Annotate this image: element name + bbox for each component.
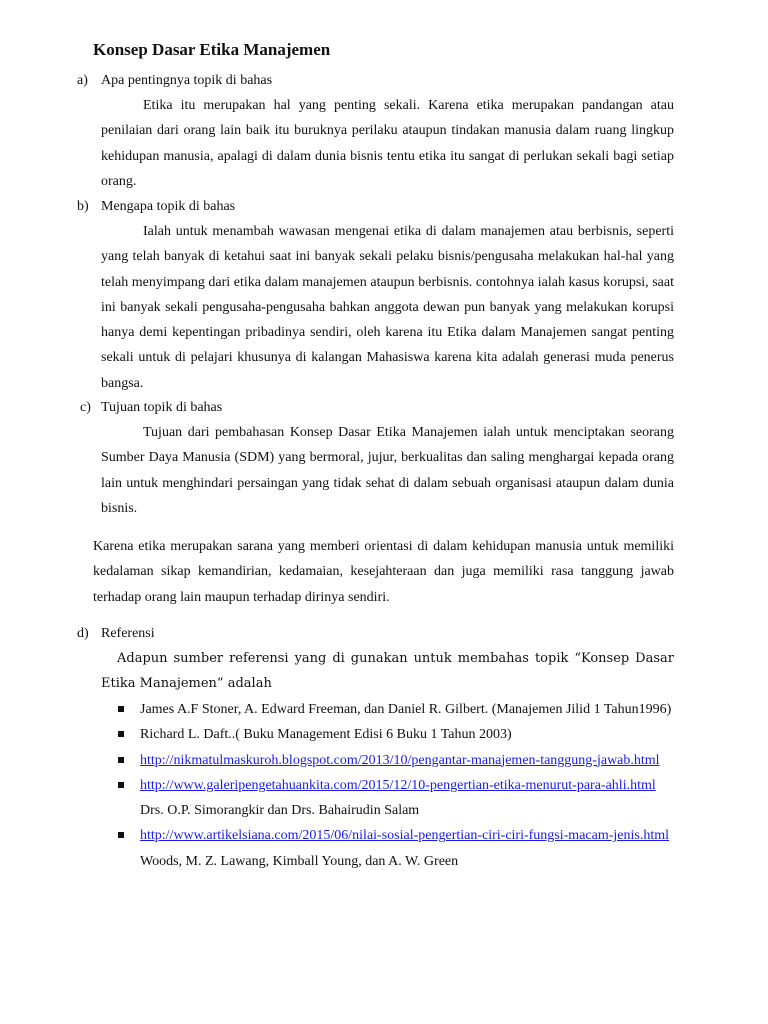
page-title: Konsep Dasar Etika Manajemen bbox=[93, 40, 331, 59]
section-b-marker: b) bbox=[77, 199, 89, 214]
section-a-text: Etika itu merupakan hal yang penting sekali. Karena etika merupakan pandangan atau penilaian dari orang lain baik itu buruknya perilaku ataupun tindakan manusia dalam ruang lingkup kehidupan manusia, apalagi di dalam dunia bisnis tentu etika itu sangat di perlukan sekali bagi setiap orang. bbox=[101, 98, 674, 189]
reference-item bbox=[118, 773, 678, 824]
reference-text: Richard L. Daft..( Buku Management Edisi 6 Buku 1 Tahun 2003) bbox=[140, 727, 512, 743]
section-a-heading: Apa pentingnya topik di bahas bbox=[101, 73, 273, 88]
square-bullet-icon bbox=[118, 757, 124, 763]
section-b-paragraph bbox=[101, 219, 674, 396]
square-bullet-icon bbox=[118, 832, 124, 838]
reference-text: Drs. O.P. Simorangkir dan Drs. Bahairudin Salam bbox=[140, 803, 420, 819]
reference-item bbox=[118, 823, 678, 874]
reference-item bbox=[118, 697, 678, 722]
closing-paragraph: Karena etika merupakan sarana yang memberi orientasi di dalam kehidupan manusia untuk memiliki kedalaman sikap kemandirian, kedamaian, kesejahteraan dan juga memiliki rasa tanggung jawab terhadap orang lain maupun terhadap dirinya sendiri. bbox=[93, 539, 674, 605]
reference-link[interactable]: http://nikmatulmaskuroh.blogspot.com/2013/10/pengantar-manajemen-tanggung-jawab.html bbox=[140, 752, 660, 768]
section-d-marker: d) bbox=[77, 626, 89, 641]
reference-text: Woods, M. Z. Lawang, Kimball Young, dan A. W. Green bbox=[140, 853, 459, 869]
section-c-text: Tujuan dari pembahasan Konsep Dasar Etika Manajemen ialah untuk menciptakan seorang Sumber Daya Manusia (SDM) yang bermoral, jujur, berkualitas dan saling menghargai kepada orang lain untuk menghindari persaingan yang tidak sehat di dalam sebuah organisasi ataupun dalam dunia bisnis. bbox=[101, 425, 674, 516]
references-intro: Adapun sumber referensi yang di gunakan untuk membahas topik “Konsep Dasar Etika Manajemen” adalah bbox=[101, 651, 674, 692]
reference-text: James A.F Stoner, A. Edward Freeman, dan Daniel R. Gilbert. (Manajemen Jilid 1 Tahun1996) bbox=[140, 702, 672, 717]
section-b-text: Ialah untuk menambah wawasan mengenai etika di dalam manajemen atau berbisnis, seperti yang telah banyak di ketahui saat ini banyak sekali pelaku bisnis/pengusaha melakukan hal-hal yang telah menyimpang dari etika dalam manajemen ataupun berbisnis. contohnya ialah kasus korupsi, saat ini banyak sekali pengusaha-pengusaha bahkan anggota dewan pun banyak yang melakukan korupsi hanya demi kepentingan pribadinya sendiri, oleh karena itu Etika dalam Manajemen sangat penting sekali untuk di pelajari khusunya di kalangan Mahasiswa karena kita adalah generasi muda penerus bangsa. bbox=[101, 224, 674, 391]
section-b-heading: Mengapa topik di bahas bbox=[101, 199, 236, 214]
section-a-marker: a) bbox=[77, 73, 88, 88]
square-bullet-icon bbox=[118, 731, 124, 737]
section-c-paragraph bbox=[101, 420, 674, 521]
square-bullet-icon bbox=[118, 706, 124, 712]
reference-link[interactable]: http://www.artikelsiana.com/2015/06/nilai-sosial-pengertian-ciri-ciri-fungsi-macam-jenis.html bbox=[140, 828, 669, 844]
section-a-paragraph bbox=[101, 93, 674, 194]
section-c-marker: c) bbox=[80, 400, 91, 415]
reference-item bbox=[118, 722, 678, 747]
square-bullet-icon bbox=[118, 782, 124, 788]
reference-link[interactable]: http://www.galeripengetahuankita.com/2015/12/10-pengertian-etika-menurut-para-ahli.html bbox=[140, 777, 656, 793]
references-list bbox=[118, 697, 678, 874]
section-c-heading: Tujuan topik di bahas bbox=[101, 400, 223, 415]
section-d-heading: Referensi bbox=[101, 626, 155, 641]
reference-item bbox=[118, 748, 678, 773]
